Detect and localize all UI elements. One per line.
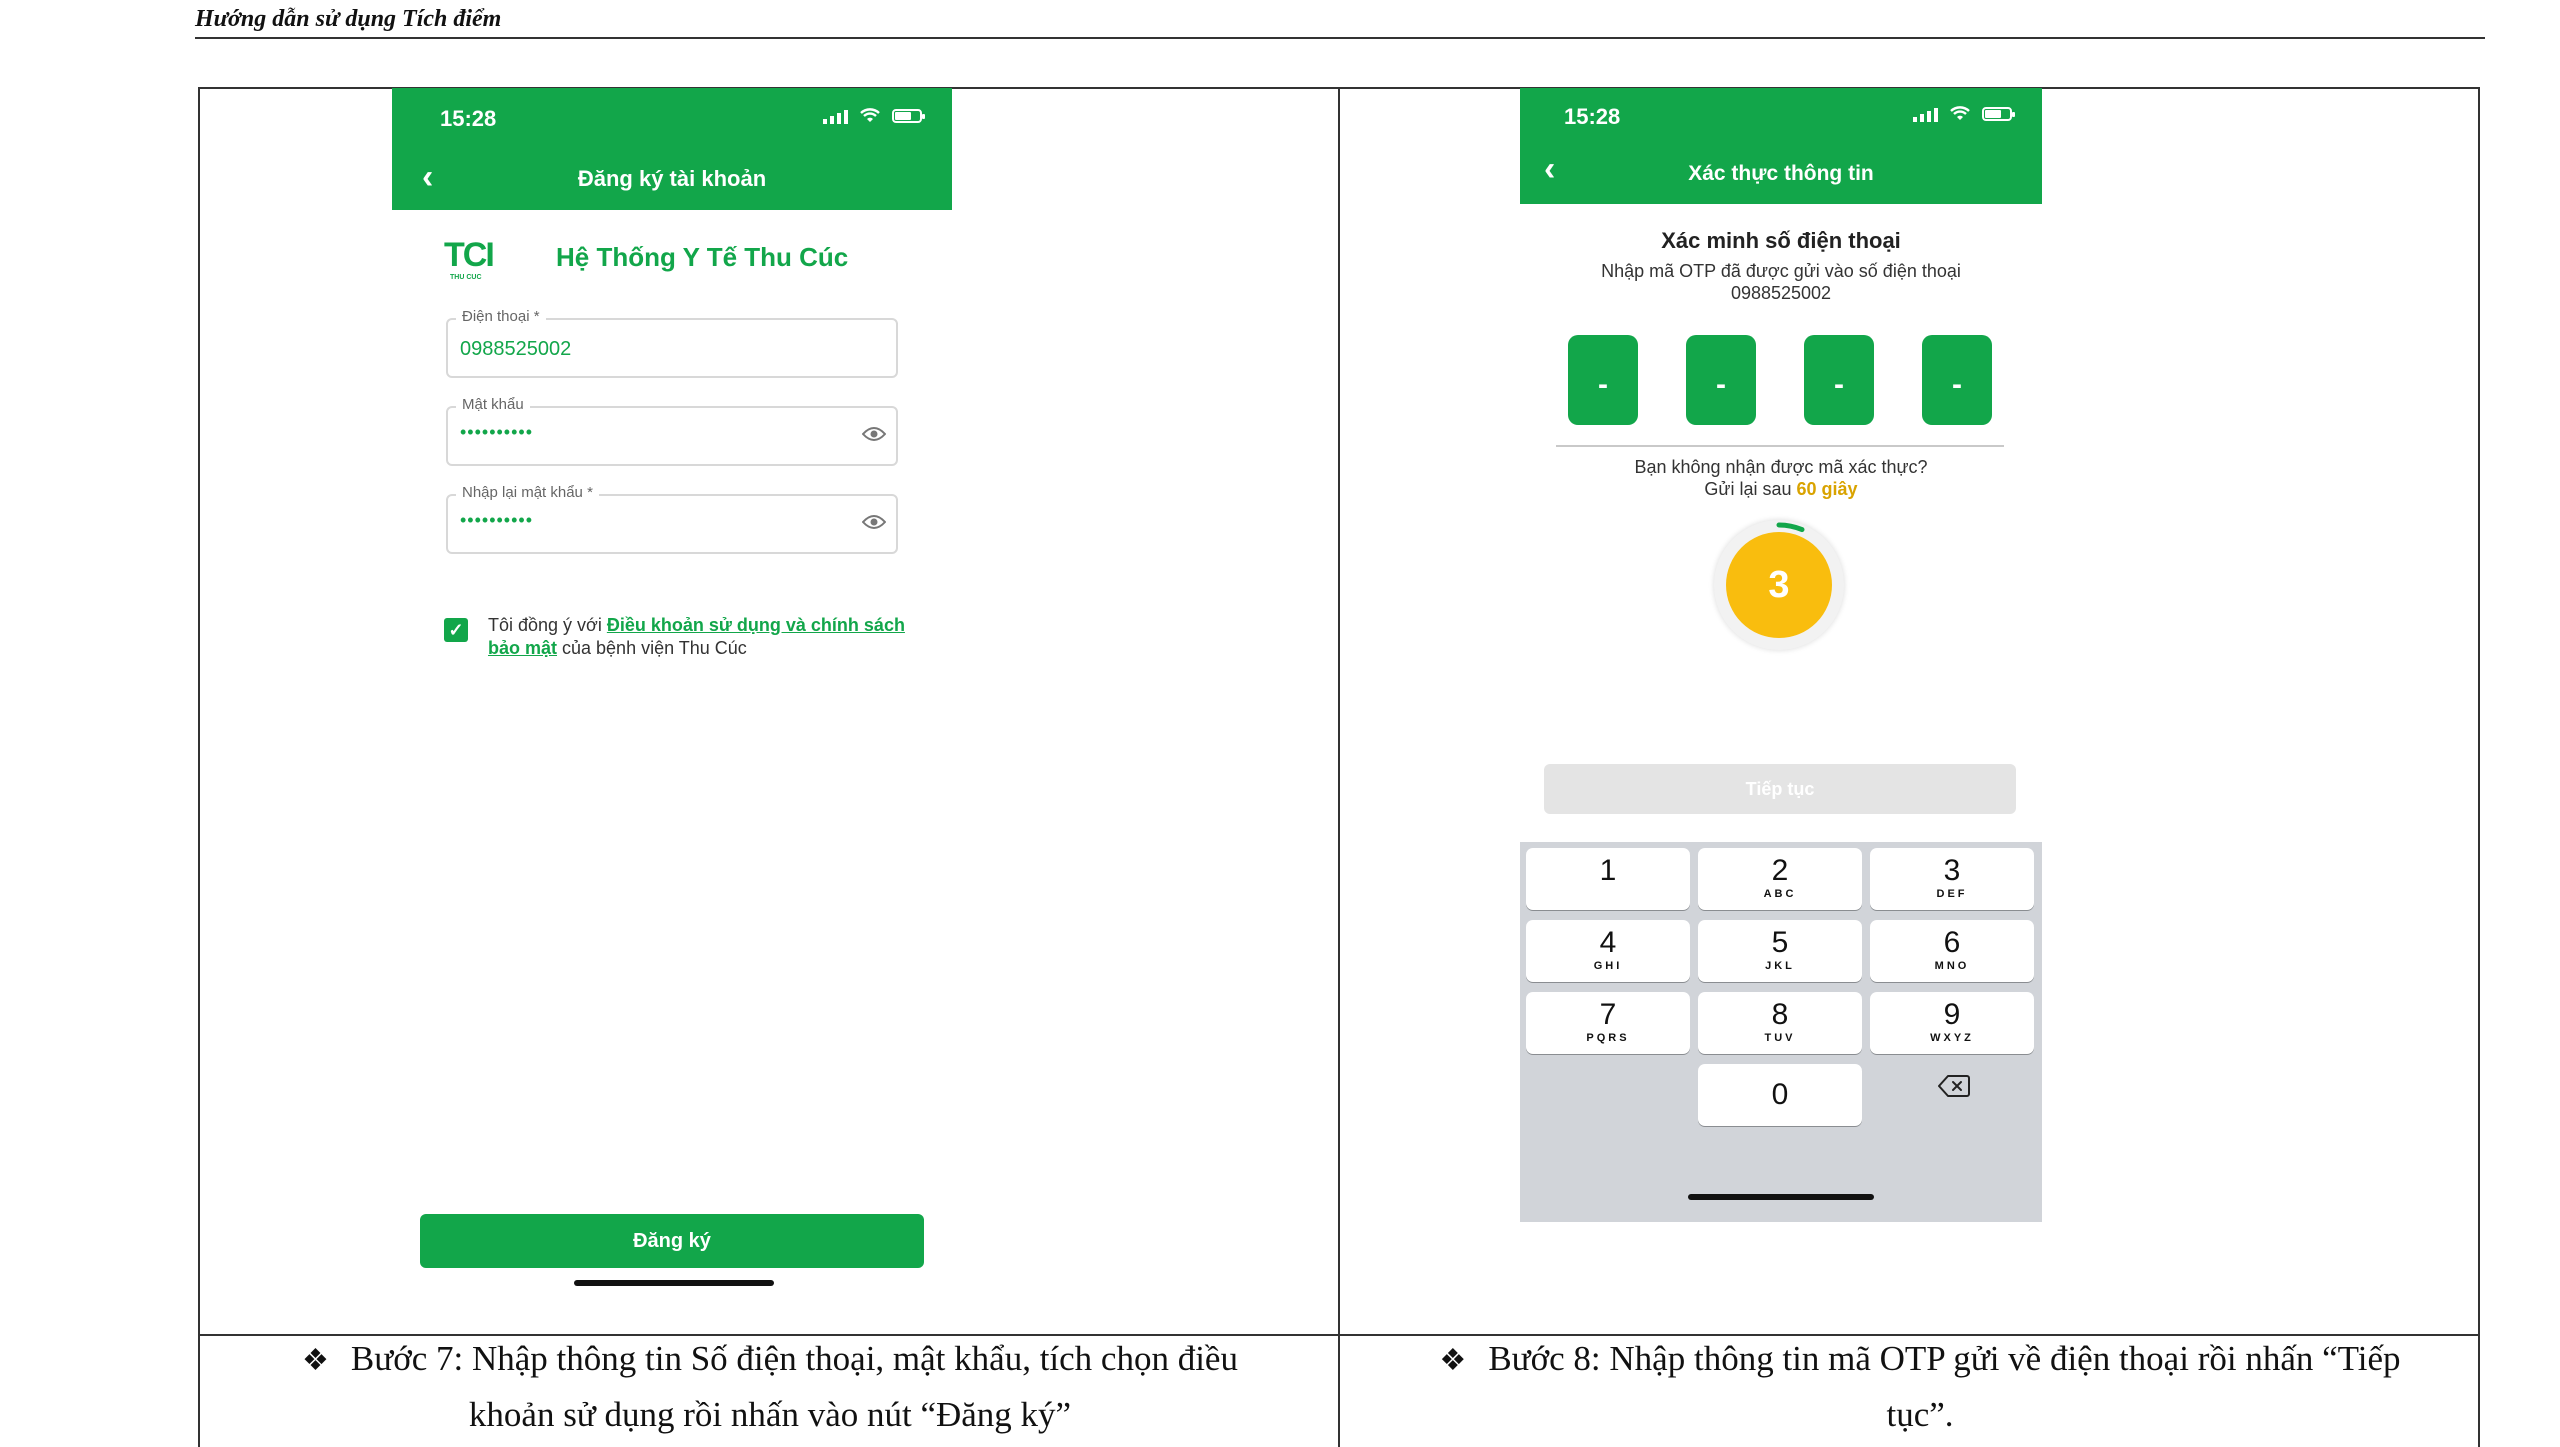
password-field-value: •••••••••• <box>460 422 534 442</box>
terms-suffix: của bệnh viện Thu Cúc <box>557 638 747 658</box>
step8-line1-text: Bước 8: Nhập thông tin mã OTP gửi về điện thoại rồi nhấn “Tiếp <box>1488 1339 2401 1378</box>
otp-screen <box>1520 88 2042 1222</box>
status-bar <box>392 88 952 150</box>
timer-value: 3 <box>1726 532 1832 638</box>
key-9[interactable]: 9 WXYZ <box>1870 992 2034 1054</box>
step7-caption <box>230 1332 1310 1442</box>
key-4[interactable]: 4 GHI <box>1526 920 1690 982</box>
checkmark-icon: ✓ <box>448 620 464 640</box>
status-icons <box>823 108 922 124</box>
back-chevron-icon[interactable]: ‹ <box>1544 150 1556 188</box>
status-time: 15:28 <box>440 106 497 131</box>
brand-name: Hệ Thống Y Tế Thu Cúc <box>556 242 849 272</box>
terms-link[interactable]: Điều khoản sử dụng và chính sách bảo mật <box>488 615 905 658</box>
wifi-icon <box>1950 106 1970 122</box>
eye-icon[interactable] <box>862 514 886 530</box>
wifi-icon <box>860 108 880 124</box>
key-8[interactable]: 8 TUV <box>1698 992 1862 1054</box>
resend-seconds: 60 giây <box>1796 479 1858 499</box>
signal-icon <box>1913 106 1938 122</box>
key-3[interactable]: 3 DEF <box>1870 848 2034 910</box>
otp-digit-2[interactable]: - <box>1686 335 1756 425</box>
otp-digit-1[interactable]: - <box>1568 335 1638 425</box>
otp-divider <box>1556 445 2004 447</box>
password-field-label: Mật khẩu <box>456 396 530 413</box>
logo-subtext: THU CUC <box>450 274 482 281</box>
resend-countdown <box>1520 478 2042 500</box>
key-6[interactable]: 6 MNO <box>1870 920 2034 982</box>
key-7[interactable]: 7 PQRS <box>1526 992 1690 1054</box>
eye-icon[interactable] <box>862 426 886 442</box>
step8-caption <box>1370 1332 2470 1442</box>
verify-description <box>1520 260 2042 304</box>
battery-icon <box>1982 107 2012 121</box>
confirm-password-field-label: Nhập lại mật khẩu * <box>456 484 599 501</box>
bullet-icon: ❖ <box>1439 1344 1467 1377</box>
phone-field[interactable] <box>446 308 898 378</box>
register-button[interactable]: Đăng ký <box>420 1214 924 1268</box>
verify-phone-number: 0988525002 <box>1730 283 1832 303</box>
back-chevron-icon[interactable]: ‹ <box>422 158 434 196</box>
key-2[interactable]: 2 ABC <box>1698 848 1862 910</box>
verify-desc-text: Nhập mã OTP đã được gửi vào số điện thoại <box>1601 261 1961 281</box>
resend-question: Bạn không nhận được mã xác thực? <box>1634 457 1928 477</box>
step8-line1 <box>1370 1332 2470 1388</box>
step7-line1-text: Bước 7: Nhập thông tin Số điện thoại, mật khẩu, tích chọn điều <box>350 1339 1238 1378</box>
signal-icon <box>823 108 848 124</box>
continue-button[interactable]: Tiếp tục <box>1544 764 2016 814</box>
numeric-keypad <box>1520 842 2042 1222</box>
battery-icon <box>892 109 922 123</box>
home-indicator <box>1688 1194 1874 1200</box>
status-bar <box>1520 88 2042 150</box>
terms-checkbox[interactable] <box>444 618 468 642</box>
register-app-bar <box>392 88 952 210</box>
terms-prefix: Tôi đồng ý với <box>488 615 607 635</box>
document-header: Hướng dẫn sử dụng Tích điểm <box>195 6 502 32</box>
terms-text <box>488 614 908 660</box>
password-field[interactable] <box>446 396 898 466</box>
logo-text: TCI <box>444 236 493 274</box>
otp-app-bar <box>1520 88 2042 204</box>
nav-title: Đăng ký tài khoản <box>577 166 767 191</box>
step7-line1 <box>230 1332 1310 1388</box>
header-rule <box>195 37 2485 39</box>
step7-line2: khoản sử dụng rồi nhấn vào nút “Đăng ký” <box>468 1395 1072 1434</box>
verify-heading: Xác minh số điện thoại <box>1661 228 1901 253</box>
key-1[interactable]: 1 <box>1526 848 1690 910</box>
confirm-password-field-value: •••••••••• <box>460 510 534 530</box>
resend-prefix: Gửi lại sau <box>1704 479 1797 499</box>
status-icons <box>1913 106 2012 122</box>
key-5[interactable]: 5 JKL <box>1698 920 1862 982</box>
nav-title: Xác thực thông tin <box>1688 162 1874 185</box>
phone-field-label: Điện thoại * <box>456 308 546 325</box>
table-column-divider <box>1338 87 1340 1447</box>
countdown-timer <box>1714 520 1844 650</box>
home-indicator <box>574 1280 774 1286</box>
bullet-icon: ❖ <box>302 1344 329 1377</box>
status-time: 15:28 <box>1564 104 1621 129</box>
tci-logo <box>444 236 493 281</box>
key-0[interactable]: 0 <box>1698 1064 1862 1126</box>
register-screen <box>392 88 952 1290</box>
otp-digit-3[interactable]: - <box>1804 335 1874 425</box>
confirm-password-field[interactable] <box>446 484 898 554</box>
phone-field-value: 0988525002 <box>460 338 572 360</box>
resend-info <box>1520 456 2042 500</box>
backspace-icon[interactable] <box>1938 1074 1970 1098</box>
otp-digit-4[interactable]: - <box>1922 335 1992 425</box>
step8-line2: tục”. <box>1886 1395 1954 1434</box>
